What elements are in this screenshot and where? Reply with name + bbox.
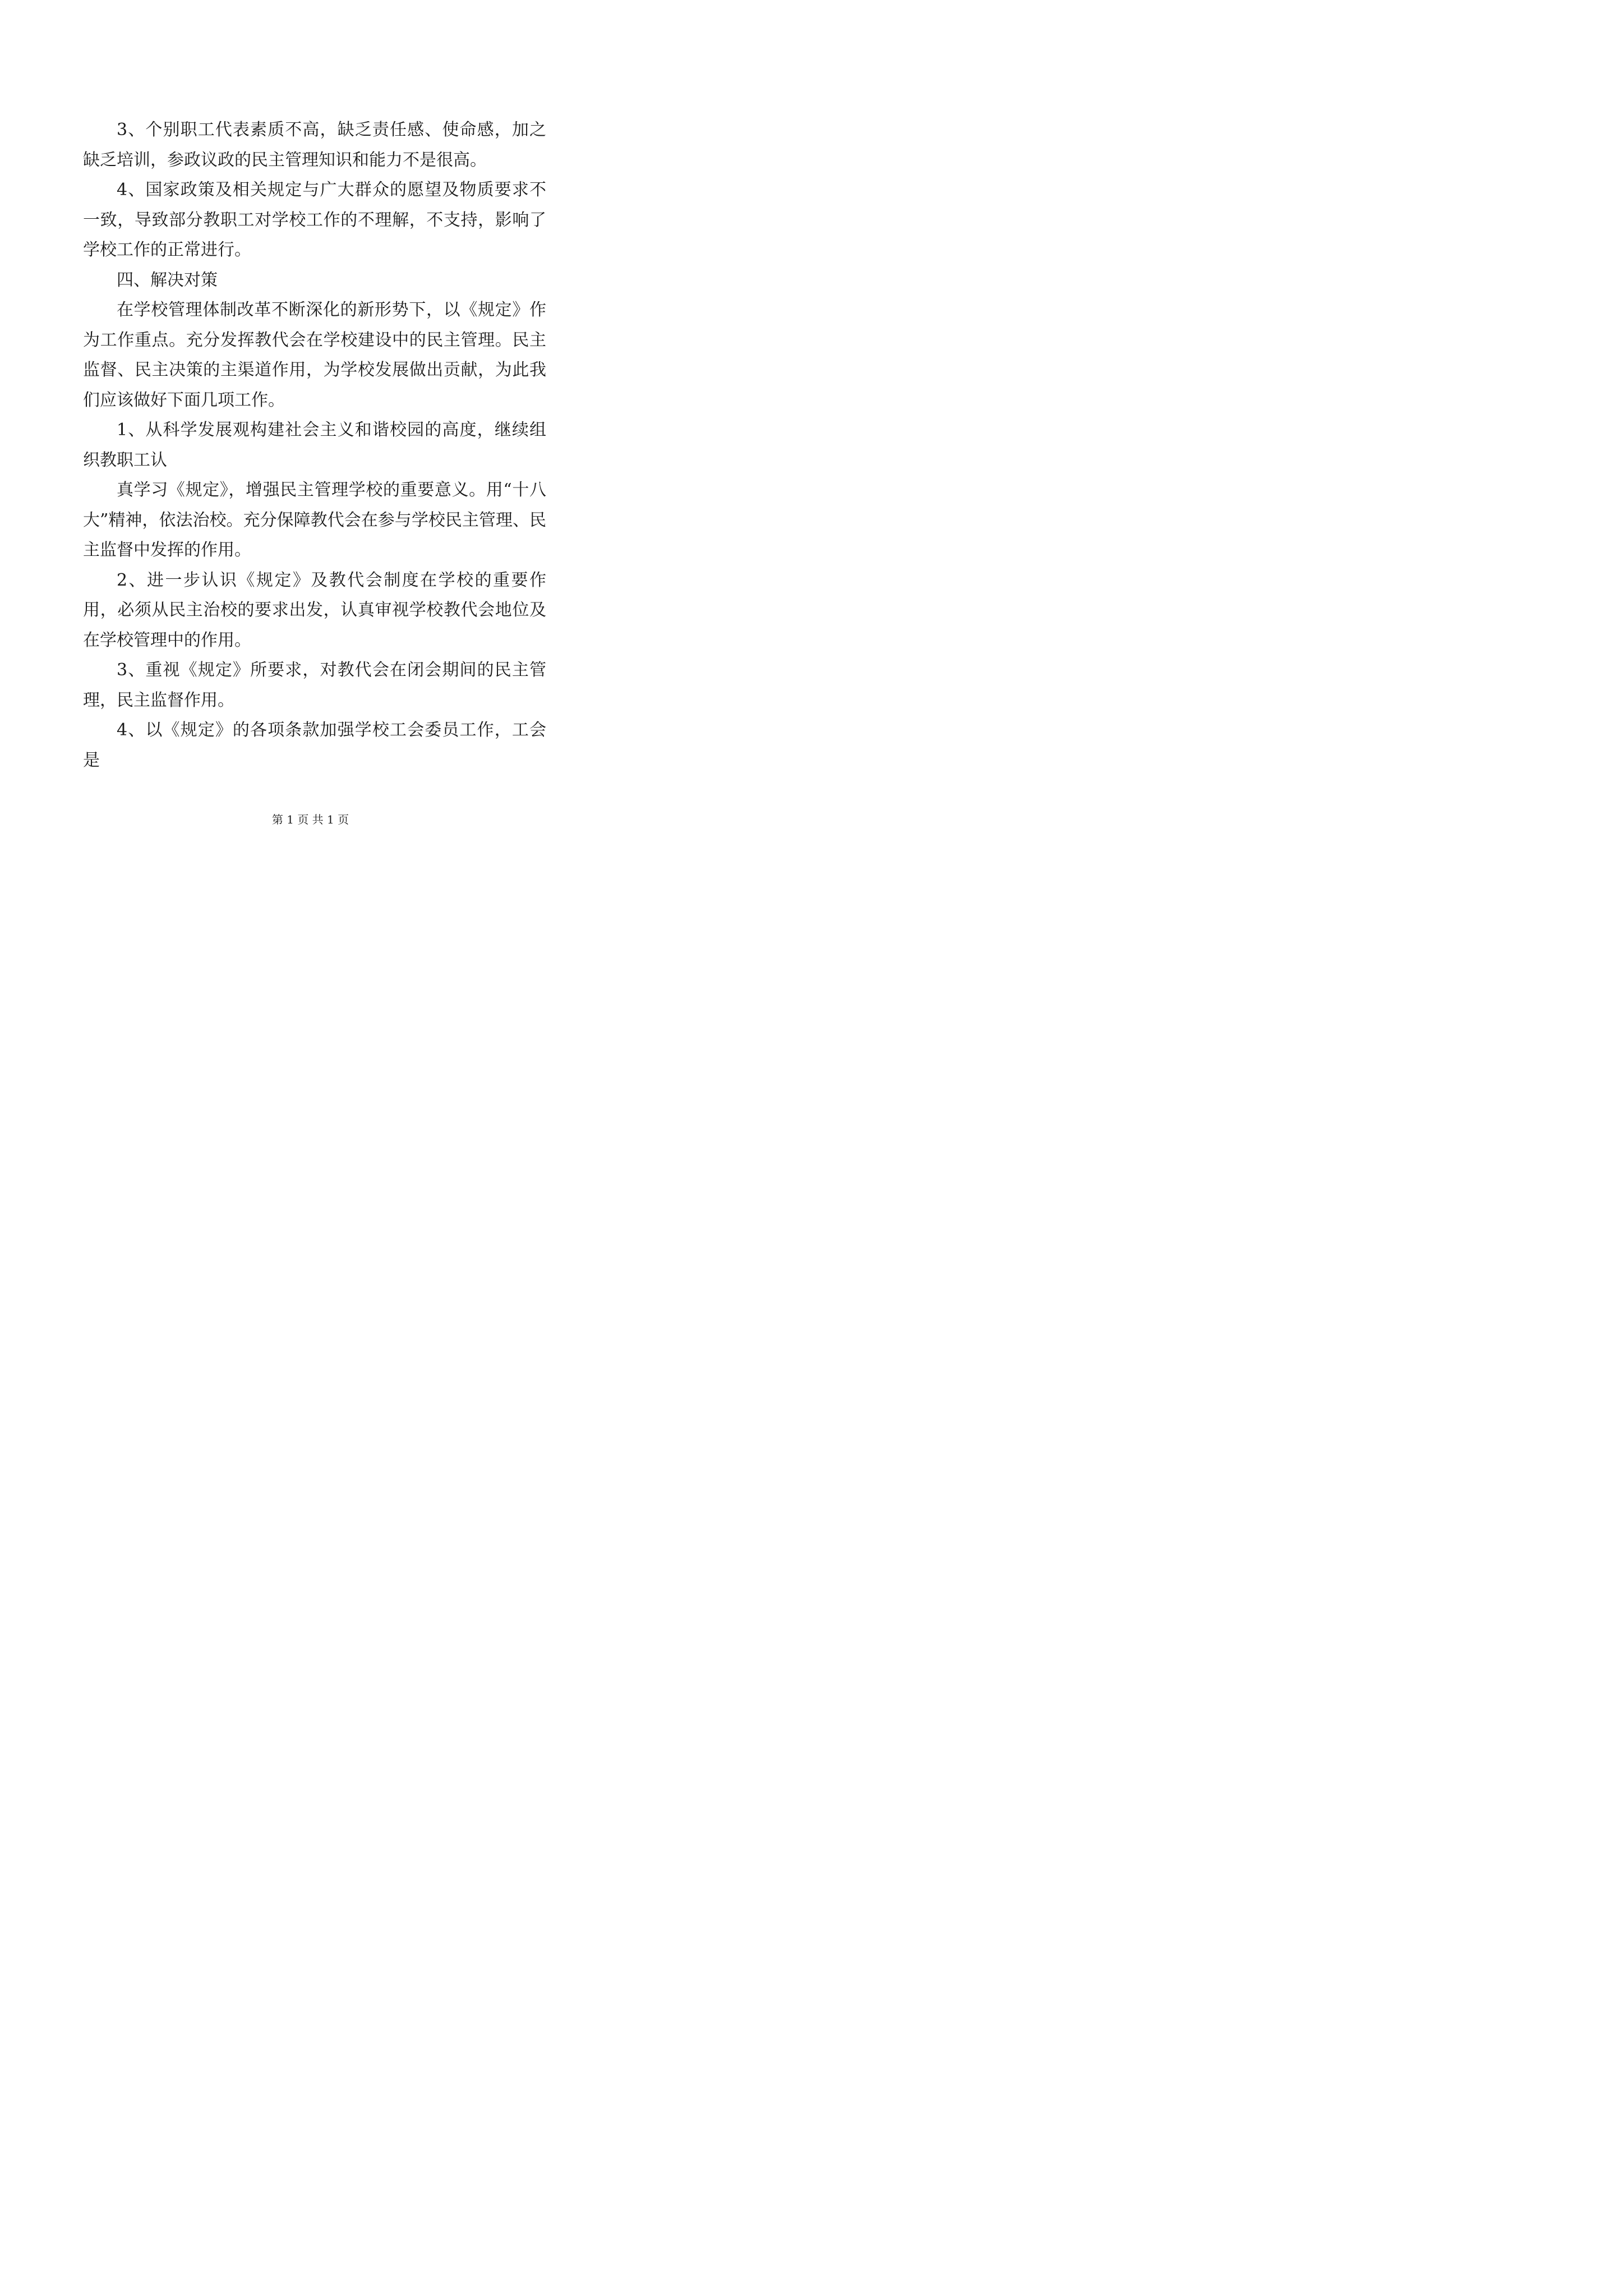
paragraph-6: 2、进一步认识《规定》及教代会制度在学校的重要作用，必须从民主治校的要求出发，认真审视学校教代会地位及在学校管理中的作用。 [83,570,546,650]
paragraph-3: 在学校管理体制改革不断深化的新形势下，以《规定》作为工作重点。充分发挥教代会在学校建设中的民主管理。民主监督、民主决策的主渠道作用，为学校发展做出贡献，为此我们应该做好下面几项工作。 [83,300,546,410]
section-heading: 四、解决对策 [117,270,218,290]
paragraph-5: 真学习《规定》，增强民主管理学校的重要意义。用“十八大”精神，依法治校。充分保障教代会在参与学校民主管理、民主监督中发挥的作用。 [83,480,546,560]
paragraph-8: 4、以《规定》的各项条款加强学校工会委员工作，工会是 [83,720,546,770]
document-body [83,115,546,775]
document-page [0,0,621,878]
paragraph-4: 1、从科学发展观构建社会主义和谐校园的高度，继续组织教职工认 [83,420,546,470]
paragraph-2: 4、国家政策及相关规定与广大群众的愿望及物质要求不一致，导致部分教职工对学校工作的不理解，不支持，影响了学校工作的正常进行。 [83,180,546,260]
paragraph-7: 3、重视《规定》所要求，对教代会在闭会期间的民主管理，民主监督作用。 [83,660,546,710]
paragraph-1: 3、个别职工代表素质不高，缺乏责任感、使命感，加之缺乏培训，参政议政的民主管理知识和能力不是很高。 [83,120,546,170]
page-footer: 第 1 页 共 1 页 [271,813,349,826]
